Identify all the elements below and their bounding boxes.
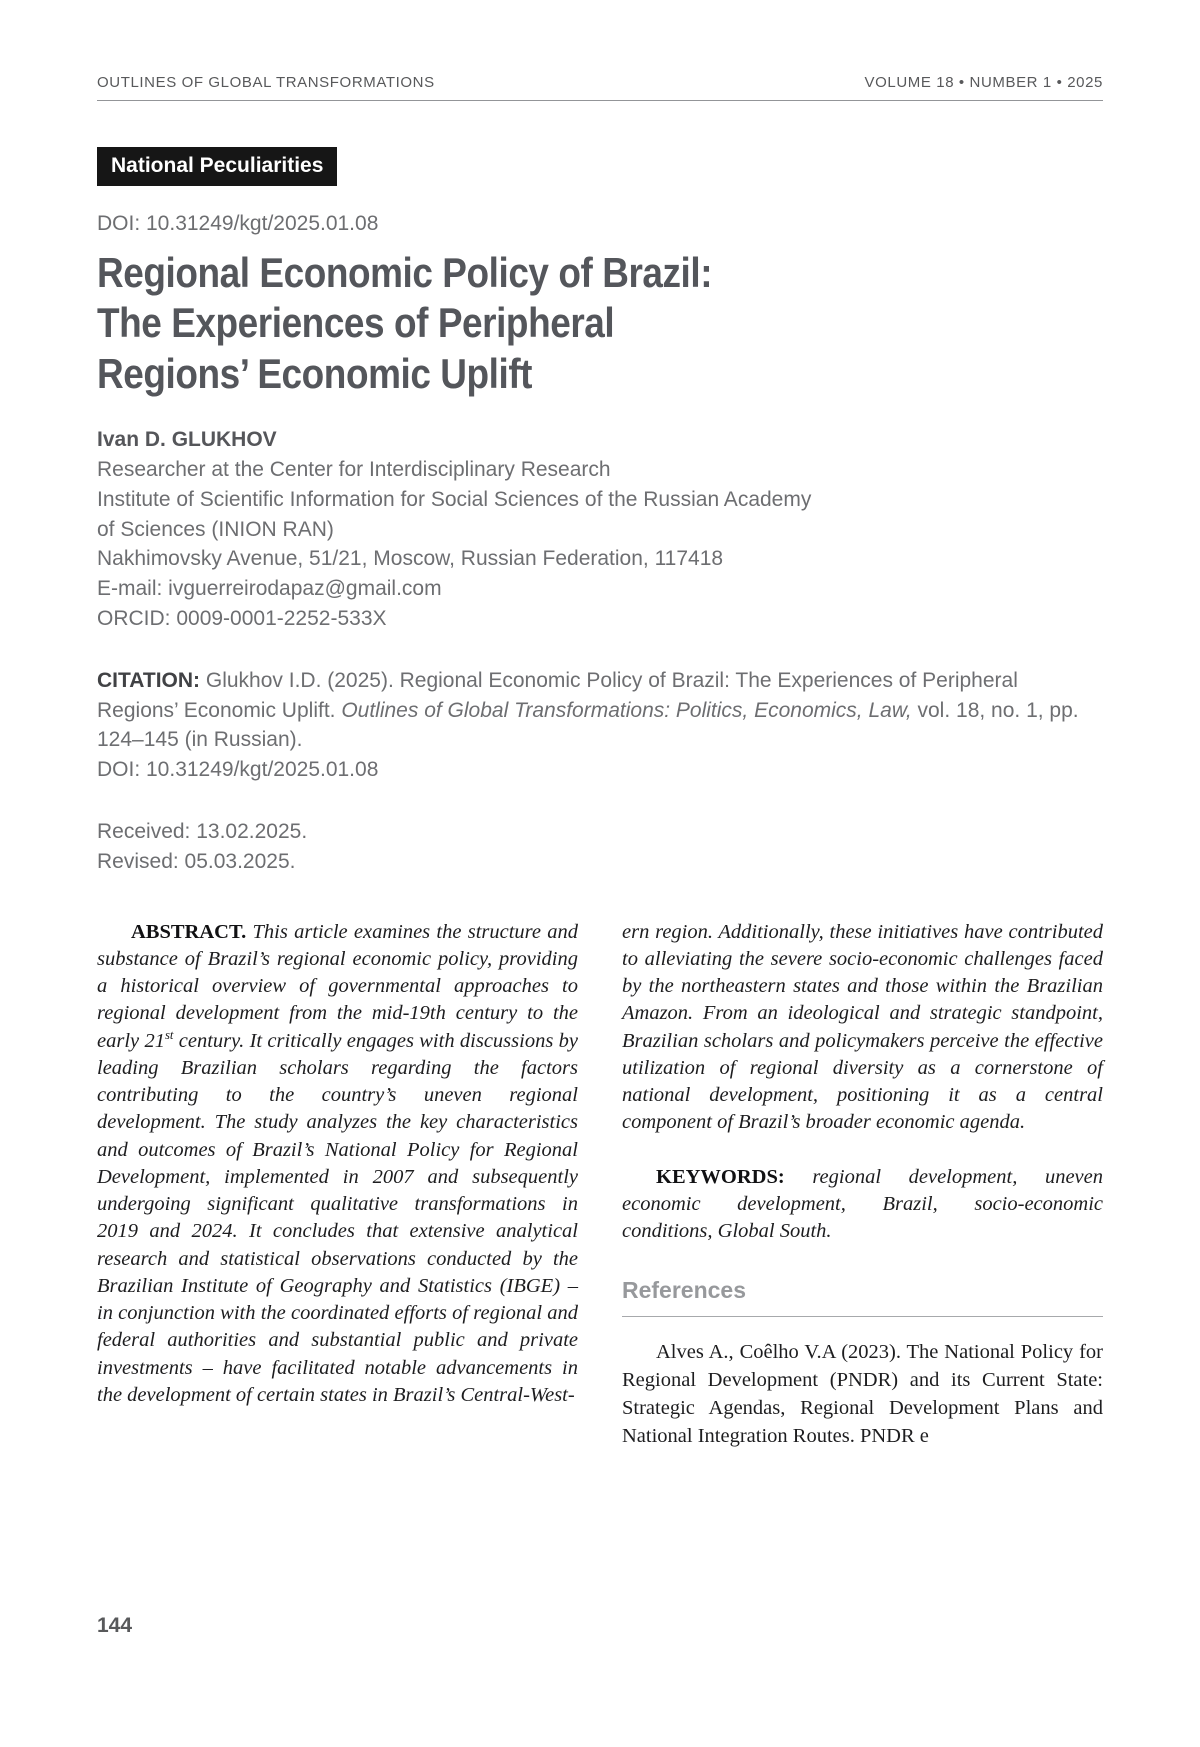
body-columns	[97, 919, 1103, 1450]
citation-label: CITATION:	[97, 668, 201, 692]
author-affiliation-line: of Sciences (INION RAN)	[97, 517, 334, 541]
dates-block	[97, 817, 1103, 877]
author-affiliation-line: Researcher at the Center for Interdisciplinary Research	[97, 457, 611, 481]
article-title-line1: Regional Economic Policy of Brazil:	[97, 249, 713, 296]
citation-before: Glukhov I.D. (2025). Regional Economic Policy of Brazil: The Experiences of Peripheral Regions’ Economic Uplift.	[97, 668, 1018, 722]
abstract-paragraph	[97, 919, 578, 1410]
abstract-label: ABSTRACT.	[131, 920, 247, 943]
keywords-label: KEYWORDS:	[656, 1165, 785, 1188]
abstract-continuation: ern region. Additionally, these initiatives have contributed to alleviating the severe socio-economic challenges faced by the northeastern states and those within the Brazilian Amazon. From an ideological and strategic standpoint, Brazilian scholars and policymakers perceive the effective utilization of regional diversity as a cornerstone of national development, positioning it as a central component of Brazil’s broader economic agenda.	[622, 920, 1103, 1134]
article-title	[97, 248, 982, 399]
abstract-text-2: century. It critically engages with discussions by leading Brazilian scholars regarding the factors contributing to the country’s uneven regional development. The study analyzes the key characteristics and outcomes of Brazil’s National Policy for Regional Development, implemented in 2007 and subsequently undergoing significant qualitative transformations in 2019 and 2024. It concludes that extensive analytical research and statistical observations conducted by the Brazilian Institute of Geography and Statistics (IBGE) – in conjunction with the coordinated efforts of regional and federal authorities and substantial public and private investments – have facilitated notable advancements in the development of certain states in Brazil’s Central-West-	[97, 1029, 578, 1406]
references-heading: References	[622, 1277, 747, 1304]
running-head	[97, 74, 1103, 91]
keywords-paragraph	[622, 1164, 1103, 1246]
references-divider	[622, 1316, 1103, 1317]
article-title-line2: The Experiences of Peripheral	[97, 299, 615, 347]
article-doi: DOI: 10.31249/kgt/2025.01.08	[97, 212, 379, 235]
author-affiliation-line: Institute of Scientific Information for Social Sciences of the Russian Academy	[97, 487, 812, 511]
journal-name: OUTLINES OF GLOBAL TRANSFORMATIONS	[97, 74, 435, 91]
volume-issue: VOLUME 18 • NUMBER 1 • 2025	[864, 74, 1103, 91]
author-block	[97, 425, 1103, 634]
author-address: Nakhimovsky Avenue, 51/21, Moscow, Russian Federation, 117418	[97, 547, 724, 571]
received-date: Received: 13.02.2025.	[97, 820, 308, 844]
section-badge: National Peculiarities	[97, 147, 337, 186]
author-email: E-mail: ivguerreirodapaz@gmail.com	[97, 577, 442, 601]
right-column	[622, 919, 1103, 1450]
reference-item: Alves A., Coêlho V.A (2023). The National Policy for Regional Development (PNDR) and its Current State: Strategic Agendas, Regional Development Plans and National Integration Routes. PNDR e	[622, 1341, 1103, 1447]
keywords-text: regional development, uneven economic development, Brazil, socio-economic conditions, Global South.	[622, 1165, 1103, 1243]
author-orcid: ORCID: 0009-0001-2252-533X	[97, 607, 387, 631]
page-number: 144	[97, 1614, 133, 1637]
citation-after: vol. 18, no. 1, pp. 124–145 (in Russian).	[97, 698, 1079, 752]
abstract-text-1: This article examines the structure and substance of Brazil’s regional economic policy, providing a historical overview of governmental approaches to regional development from the mid-19th century to the early 21	[97, 920, 578, 1052]
citation-block	[97, 666, 1103, 785]
article-title-line3: Regions’ Economic Uplift	[97, 349, 533, 397]
citation-doi: DOI: 10.31249/kgt/2025.01.08	[97, 758, 379, 782]
left-column	[97, 919, 578, 1450]
author-name: Ivan D. GLUKHOV	[97, 428, 277, 452]
abstract-superscript: st	[164, 1027, 174, 1042]
revised-date: Revised: 05.03.2025.	[97, 849, 296, 873]
citation-text	[97, 666, 1103, 755]
citation-journal-italic: Outlines of Global Transformations: Politics, Economics, Law,	[341, 698, 912, 722]
